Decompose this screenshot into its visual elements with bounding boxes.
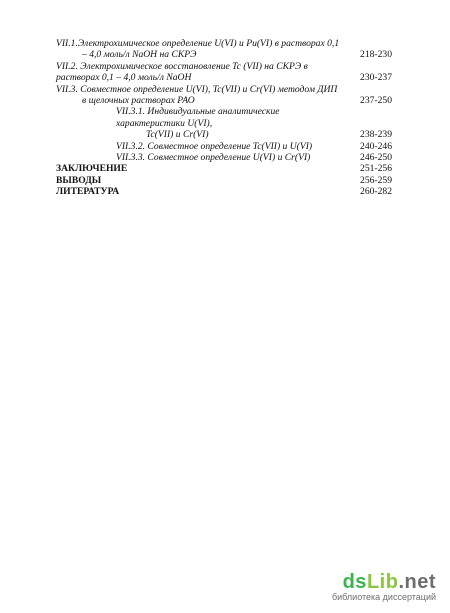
- toc-entry-vii-1: [56, 38, 392, 61]
- toc-entry-title: ЗАКЛЮЧЕНИЕ: [56, 163, 128, 175]
- toc-entry-vii-2: [56, 61, 392, 84]
- toc-entry-pages: 238-239: [360, 129, 392, 141]
- toc-entry-title: ВЫВОДЫ: [56, 174, 102, 186]
- toc-entry-pages: 230-237: [360, 72, 392, 84]
- toc-entry-title: ЛИТЕРАТУРА: [56, 186, 120, 198]
- toc-entry-conclusion: [56, 163, 392, 174]
- toc-entry-pages: 237-250: [360, 95, 392, 107]
- toc-entry-vii-3-2: [56, 141, 392, 152]
- toc-entry-title-cont: в щелочных растворах РАО: [82, 95, 195, 107]
- toc-entry-title-cont: Tc(VII) и Cr(VI): [146, 129, 209, 141]
- toc-entry-pages: 260-282: [360, 186, 392, 198]
- toc-entry-vii-3-1: [56, 106, 392, 140]
- toc-entry-findings: [56, 175, 392, 186]
- dslib-watermark: [332, 572, 436, 603]
- toc-entry-literature: [56, 186, 392, 197]
- dslib-subtitle: библиотека диссертаций: [331, 592, 436, 602]
- toc-entry-pages: 246-250: [360, 152, 392, 164]
- toc-entry-title: VII.3. Совместное определение U(VI), Tc(VII) и Cr(VI) методом ДИП: [56, 83, 338, 95]
- toc-entry-title: VII.2. Электрохимическое восстановление Tc (VII) на СКРЭ в: [56, 60, 308, 72]
- toc-entry-vii-3: [56, 84, 392, 107]
- toc-entry-title: VII.3.1. Индивидуальные аналитические характеристики U(VI),: [116, 106, 280, 129]
- toc-entry-vii-3-3: [56, 152, 392, 163]
- toc-entry-title-cont: растворах 0,1 – 4,0 моль/л NaOH: [56, 72, 192, 84]
- toc-entry-title: VII.1.Электрохимическое определение U(VI) и Pu(VI) в растворах 0,1: [56, 38, 340, 49]
- toc-entry-pages: 251-256: [360, 163, 392, 175]
- toc-entry-pages: 218-230: [360, 49, 392, 61]
- toc-entry-pages: 256-259: [360, 174, 392, 186]
- toc-entry-pages: 240-246: [360, 140, 392, 152]
- toc-entry-title-cont: – 4,0 моль/л NaOH на СКРЭ: [82, 49, 197, 61]
- table-of-contents: [56, 38, 392, 198]
- dslib-logo: dsLib.net: [342, 571, 436, 593]
- toc-entry-title: VII.3.2. Совместное определение Tc(VII) и U(VI): [116, 140, 313, 152]
- toc-entry-title: VII.3.3. Совместное определение U(VI) и Cr(VI): [116, 152, 311, 164]
